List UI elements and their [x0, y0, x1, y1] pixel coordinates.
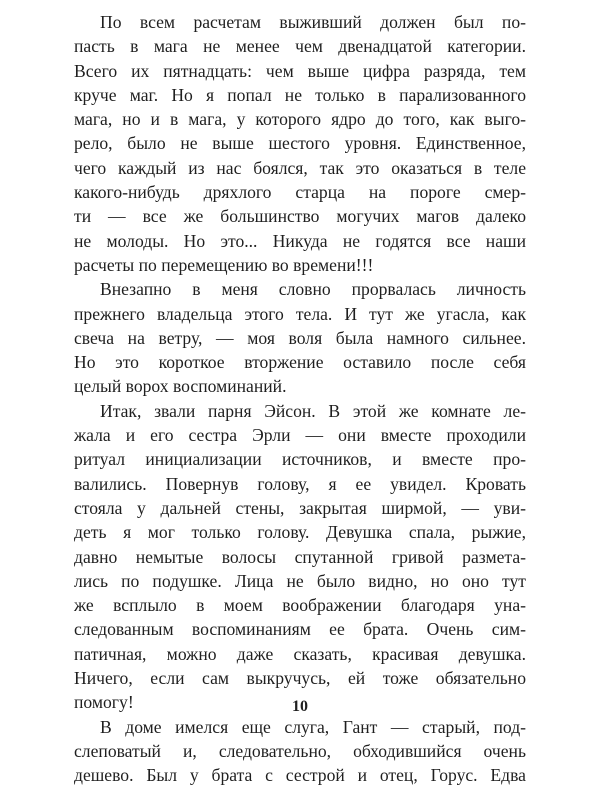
page-number: 10	[292, 698, 308, 715]
text-line: В доме имелся еще слуга, Гант — старый, под-	[100, 716, 526, 737]
paragraph	[74, 399, 526, 715]
text-line: По всем расчетам выживший должен был по-	[100, 12, 526, 32]
text-line: ритуал инициализации источников, и вместе про-	[74, 449, 526, 470]
text-line: лись по подушке. Лица не было видно, но оно тут	[74, 570, 526, 591]
text-line: свеча на ветру, — моя воля была намного сильнее.	[74, 327, 526, 348]
text-line: круче маг. Но я попал не только в парализованного	[74, 84, 526, 105]
text-line: дешево. Был у брата с сестрой и отец, Горус. Едва	[74, 765, 526, 786]
text-line: пасть в мага не менее чем двенадцатой категории.	[74, 36, 526, 57]
text-line: не молоды. Но это... Никуда не годятся все наши	[74, 230, 526, 251]
text-line: Всего их пятнадцать: чем выше цифра разряда, тем	[74, 60, 526, 81]
text-line: прежнего владельца этого тела. И тут же угасла, как	[74, 303, 526, 324]
text-line: слеповатый и, следовательно, обходившийся очень	[74, 740, 526, 761]
text-line: чего каждый из нас боялся, так это оказаться в теле	[74, 157, 526, 178]
text-line: патичная, можно даже сказать, красивая девушка.	[74, 643, 526, 664]
text-line: же всплыло в моем воображении благодаря уна-	[74, 595, 526, 616]
text-line: стояла у дальней стены, закрытая ширмой, — уви-	[74, 497, 526, 518]
text-line: давно немытые волосы спутанной гривой размета-	[74, 546, 526, 567]
text-line: целый ворох воспоминаний.	[74, 376, 287, 397]
text-line: Ничего, если сам выкручусь, ей тоже обязательно	[74, 668, 526, 689]
text-line: следованным воспоминаниям ее брата. Очень сим-	[74, 619, 526, 640]
text-line: деть я мог только голову. Девушка спала, рыжие,	[74, 522, 526, 543]
body-text	[74, 10, 526, 788]
text-line: рело, было не выше шестого уровня. Единственное,	[74, 133, 526, 154]
paragraph	[74, 10, 526, 277]
text-line: ти — все же большинство могучих магов далеко	[74, 206, 526, 227]
text-line: Но это короткое вторжение оставило после себя	[74, 352, 526, 373]
text-line: мага, но и в мага, у которого ядро до того, как выго-	[74, 109, 526, 130]
text-line: Итак, звали парня Эйсон. В этой же комнате ле-	[100, 400, 526, 421]
paragraph	[74, 277, 526, 398]
paragraph	[74, 715, 526, 788]
text-line: Внезапно в меня словно прорвалась личность	[100, 279, 526, 300]
text-line: какого-нибудь дряхлого старца на пороге смер-	[74, 182, 526, 203]
text-line: помогу!	[74, 692, 134, 713]
text-line: жала и его сестра Эрли — они вместе проходили	[74, 425, 526, 446]
text-line: валились. Повернув голову, я ее увидел. Кровать	[74, 473, 526, 494]
text-line: расчеты по перемещению во времени!!!	[74, 254, 374, 275]
